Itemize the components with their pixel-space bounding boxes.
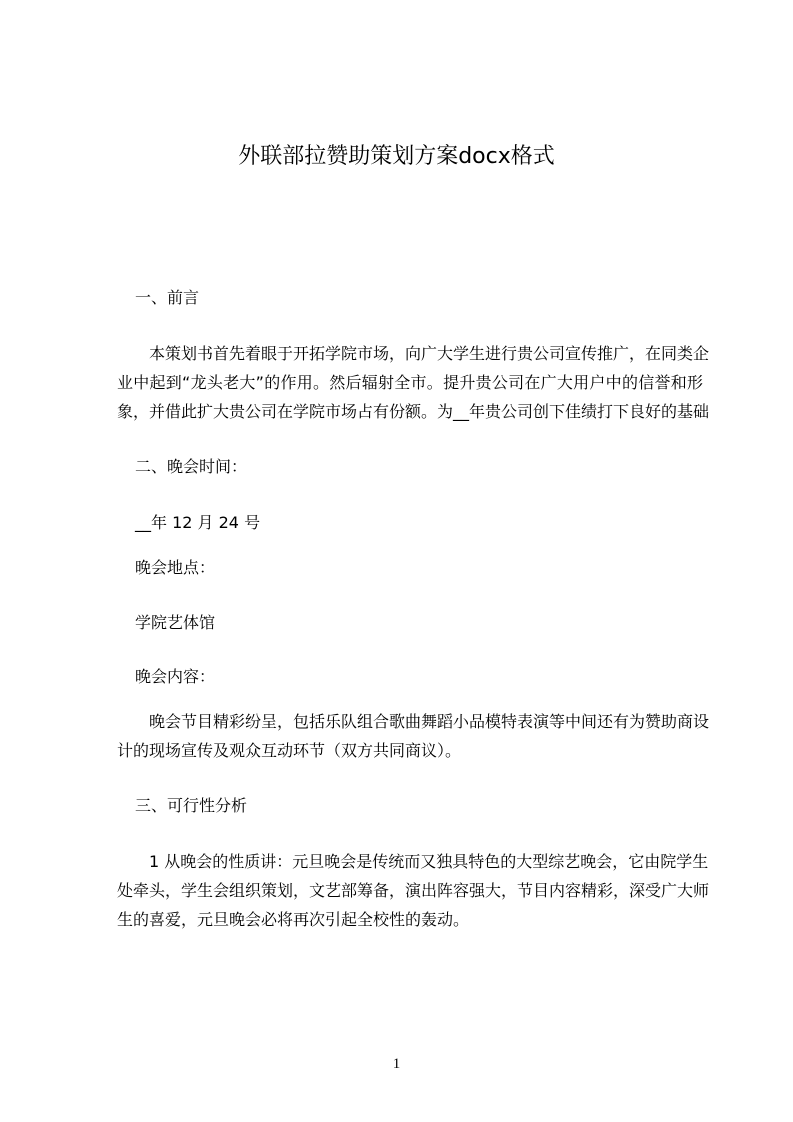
- paragraph-line: 本策划书首先着眼于开拓学院市场，向广大学生进行贵公司宣传推广，在同类企: [117, 344, 710, 363]
- paragraph-line: 象，并借此扩大贵公司在学院市场占有份额。为__年贵公司创下佳绩打下良好的基础: [117, 402, 710, 421]
- section-heading-time: 二、晚会时间：: [135, 457, 248, 476]
- content-label: 晚会内容：: [135, 667, 216, 686]
- place-value: 学院艺体馆: [135, 613, 216, 632]
- section-heading-preface: 一、前言: [135, 288, 200, 307]
- paragraph-line: 生的喜爱，元旦晚会必将再次引起全校性的轰动。: [117, 910, 470, 929]
- section-heading-feasibility: 三、可行性分析: [135, 796, 248, 815]
- page-number: 1: [392, 1056, 401, 1072]
- paragraph-line: 计的现场宣传及观众互动环节（双方共同商议）。: [117, 741, 462, 760]
- paragraph-line: 1 从晚会的性质讲：元旦晚会是传统而又独具特色的大型综艺晚会，它由院学生: [117, 852, 709, 871]
- paragraph-line: 处牵头，学生会组织策划，文艺部筹备，演出阵容强大，节目内容精彩，深受广大师: [117, 881, 710, 900]
- document-title: 外联部拉赞助策划方案docx格式: [238, 144, 555, 169]
- paragraph-line: 晚会节目精彩纷呈，包括乐队组合歌曲舞蹈小品模特表演等中间还有为赞助商设: [117, 712, 710, 731]
- paragraph-line: 业中起到“龙头老大”的作用。然后辐射全市。提升贵公司在广大用户中的信誉和形: [117, 373, 703, 392]
- place-label: 晚会地点：: [135, 558, 216, 577]
- event-date: __年 12 月 24 号: [135, 513, 261, 532]
